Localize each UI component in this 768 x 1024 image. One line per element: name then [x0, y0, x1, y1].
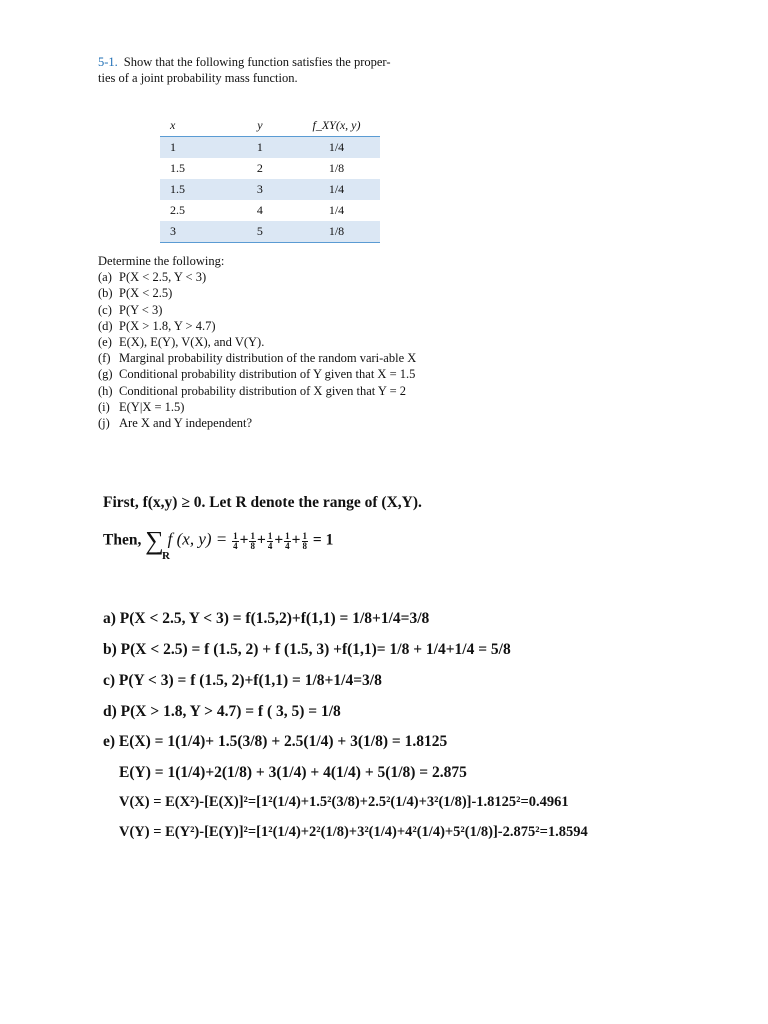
item-text: Conditional probability distribution of Y given that X = 1.5	[119, 367, 416, 382]
cell-f: 1/4	[328, 203, 345, 217]
fraction-denominator: 4	[267, 540, 273, 551]
cell-y: 4	[256, 203, 263, 217]
fraction-denominator: 8	[250, 540, 255, 551]
fraction-numerator: 1	[302, 530, 307, 541]
table-header-row	[160, 114, 380, 137]
item-text: Marginal probability distribution of the random vari-able X	[119, 351, 417, 366]
cell-x: 1	[160, 137, 227, 159]
cell-x: 1.5	[170, 161, 185, 175]
table-row	[160, 137, 380, 159]
cell-x: 2.5	[170, 203, 185, 217]
item-label: (b)	[98, 286, 113, 301]
cell-f: 1/4	[293, 179, 380, 200]
solution-c: c) P(Y < 3) = f (1.5, 2)+f(1,1) = 1/8+1/4=3/8	[103, 672, 382, 689]
item-text: P(X < 2.5, Y < 3)	[119, 270, 207, 285]
item-label: (d)	[98, 318, 113, 333]
cell-f: 1/8	[293, 221, 380, 243]
item-label: (f)	[98, 351, 111, 366]
item-label: (h)	[98, 383, 113, 398]
fraction-numerator: 1	[250, 530, 255, 541]
list-item	[98, 399, 458, 415]
sum-result: = 1	[312, 531, 334, 549]
list-item	[98, 334, 458, 350]
fraction	[249, 532, 256, 551]
header-x: x	[160, 114, 227, 137]
item-label: (a)	[98, 270, 112, 285]
cell-x: 1.5	[160, 179, 227, 200]
sigma-symbol: ∑	[145, 526, 164, 555]
item-text: P(Y < 3)	[119, 302, 163, 317]
solution-first-line: First, f(x,y) ≥ 0. Let R denote the range of (X,Y).	[103, 494, 422, 511]
fraction	[232, 532, 239, 551]
list-item	[98, 383, 458, 399]
item-label: (c)	[98, 302, 112, 317]
list-item	[98, 302, 458, 318]
item-label: (i)	[98, 399, 110, 414]
table-row	[160, 179, 380, 200]
fraction-numerator: 1	[285, 530, 290, 541]
list-item	[98, 318, 458, 334]
table-row	[160, 221, 380, 243]
problem-text-line1: Show that the following function satisfies the proper-	[123, 55, 391, 69]
fraction-numerator: 1	[267, 530, 273, 541]
header-fxy: f_XY(x, y)	[293, 114, 380, 137]
problem-text-line2: ties of a joint probability mass function.	[98, 71, 298, 85]
solution-sum-line: Then, ∑ R f (x, y) = $\frac{1}{4}$ + $\frac{1}{8}$ + $\frac{1}{4}$ + $\frac{1}{4}$ + $\frac{1}{8}$ = 1	[103, 526, 334, 562]
item-label: (j)	[98, 416, 110, 431]
problem-number: 5-1.	[98, 55, 118, 69]
list-item	[98, 366, 458, 382]
list-item	[98, 415, 458, 431]
list-item	[98, 350, 458, 366]
fraction	[302, 532, 309, 551]
cell-f: 1/4	[293, 137, 380, 159]
fraction-denominator: 4	[233, 540, 238, 551]
solution-b: b) P(X < 2.5) = f (1.5, 2) + f (1.5, 3) +f(1,1)= 1/8 + 1/4+1/4 = 5/8	[103, 641, 511, 658]
problem-statement	[98, 54, 448, 86]
item-label: (e)	[98, 335, 112, 350]
item-text: P(X < 2.5)	[119, 286, 173, 301]
solution-e-ey: E(Y) = 1(1/4)+2(1/8) + 3(1/4) + 4(1/4) + 5(1/8) = 2.875	[119, 764, 467, 781]
solution-e-vx: V(X) = E(X²)-[E(X)]²=[1²(1/4)+1.5²(3/8)+2.5²(1/4)+3²(1/8)]-1.8125²=0.4961	[119, 794, 569, 810]
item-text: P(X > 1.8, Y > 4.7)	[119, 318, 216, 333]
solution-e-vy: V(Y) = E(Y²)-[E(Y)]²=[1²(1/4)+2²(1/8)+3²(1/4)+4²(1/4)+5²(1/8)]-2.875²=1.8594	[119, 824, 588, 840]
joint-pmf-table	[160, 114, 380, 243]
solution-e-ex: e) E(X) = 1(1/4)+ 1.5(3/8) + 2.5(1/4) + 3(1/8) = 1.8125	[103, 733, 448, 750]
header-y: y	[227, 114, 293, 137]
table-row	[160, 158, 380, 179]
item-text: Are X and Y independent?	[119, 416, 253, 431]
solution-a: a) P(X < 2.5, Y < 3) = f(1.5,2)+f(1,1) = 1/8+1/4=3/8	[103, 610, 430, 627]
solution-d: d) P(X > 1.8, Y > 4.7) = f ( 3, 5) = 1/8	[103, 703, 341, 720]
list-item	[98, 285, 458, 301]
then-label: Then,	[103, 531, 142, 549]
fraction	[284, 532, 291, 551]
cell-y: 2	[256, 161, 263, 175]
table-row	[160, 200, 380, 221]
cell-y: 5	[227, 221, 293, 243]
cell-f: 1/8	[328, 161, 345, 175]
list-item	[98, 269, 458, 285]
fraction-denominator: 8	[302, 540, 307, 551]
item-text: E(Y|X = 1.5)	[119, 399, 185, 414]
fraction-numerator: 1	[233, 530, 238, 541]
sum-subscript: R	[162, 550, 170, 562]
fraction-denominator: 4	[285, 540, 290, 551]
item-text: E(X), E(Y), V(X), and V(Y).	[119, 335, 265, 350]
cell-y: 3	[227, 179, 293, 200]
item-label: (g)	[98, 367, 113, 382]
cell-x: 3	[160, 221, 227, 243]
fraction	[267, 532, 274, 551]
item-text: Conditional probability distribution of X given that Y = 2	[119, 383, 406, 398]
questions-intro: Determine the following:	[98, 254, 225, 268]
questions-list	[98, 253, 458, 431]
sum-expression: f (x, y) =	[167, 529, 228, 549]
cell-y: 1	[227, 137, 293, 159]
